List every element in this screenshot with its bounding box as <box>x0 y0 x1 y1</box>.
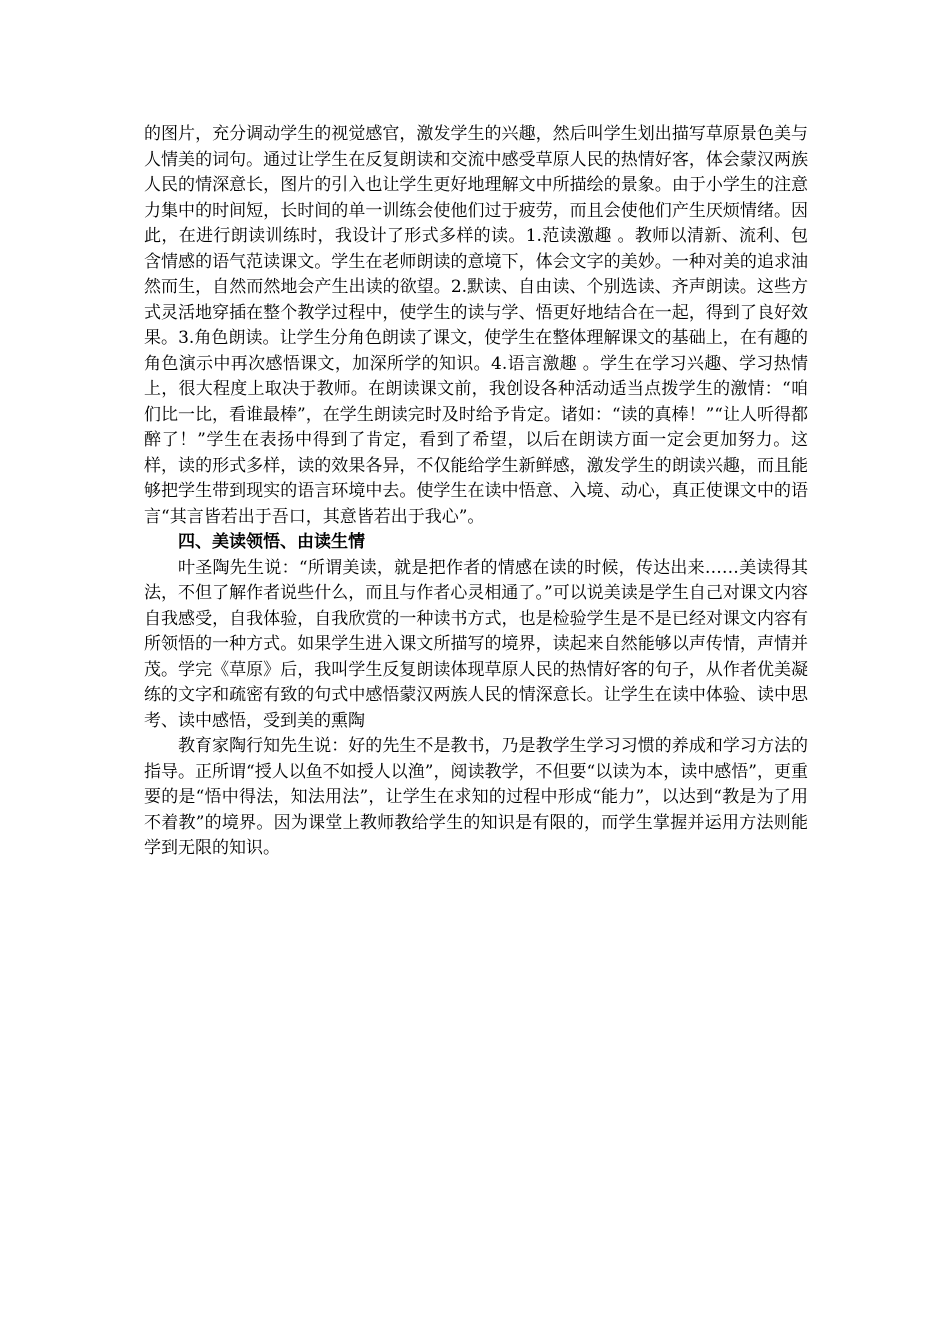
paragraph-tao-xingzhi: 教育家陶行知先生说：好的先生不是教书，乃是教学生学习习惯的养成和学习方法的指导。正所谓“授人以鱼不如授人以渔”，阅读教学，不但要“以读为本，读中感悟”，更重要的是“悟中得法，知法用法”，让学生在求知的过程中形成“能力”，以达到“教是为了用不着教”的境界。因为课堂上教师教给学生的知识是有限的，而学生掌握并运用方法则能学到无限的知识。 <box>144 736 808 858</box>
paragraph-reading-methods: 的图片，充分调动学生的视觉感官，激发学生的兴趣，然后叫学生划出描写草原景色美与人情美的词句。通过让学生在反复朗读和交流中感受草原人民的热情好客，体会蒙汉两族人民的情深意长，图片的引入也让学生更好地理解文中所描绘的景象。由于小学生的注意力集中的时间短，长时间的单一训练会使他们过于疲劳，而且会使他们产生厌烦情绪。因此，在进行朗读训练时，我设计了形式多样的读。1.范读激趣 。教师以清新、流利、包含情感的语气范读课文。学生在老师朗读的意境下，体会文字的美妙。一种对美的追求油然而生，自然而然地会产生出读的欲望。2.默读、自由读、个别选读、齐声朗读。这些方式灵活地穿插在整个教学过程中，使学生的读与学、悟更好地结合在一起，得到了良好效果。3.角色朗读。让学生分角色朗读了课文，使学生在整体理解课文的基础上，在有趣的角色演示中再次感悟课文，加深所学的知识。4.语言激趣 。学生在学习兴趣、学习热情上，很大程度上取决于教师。在朗读课文前，我创设各种活动适当点拨学生的激情：“咱们比一比，看谁最棒”，在学生朗读完时及时给予肯定。诸如：“读的真棒！”“让人听得都醉了！”学生在表扬中得到了肯定，看到了希望，以后在朗读方面一定会更加努力。这样，读的形式多样，读的效果各异，不仅能给学生新鲜感，激发学生的朗读兴趣，而且能够把学生带到现实的语言环境中去。使学生在读中悟意、入境、动心，真正使课文中的语言“其言皆若出于吾口，其意皆若出于我心”。 <box>144 124 808 527</box>
paragraph-beautiful-reading: 叶圣陶先生说：“所谓美读，就是把作者的情感在读的时候，传达出来……美读得其法，不但了解作者说些什么，而且与作者心灵相通了。”可以说美读是学生自己对课文内容自我感受，自我体验，自我欣赏的一种读书方式，也是检验学生是不是已经对课文内容有所领悟的一种方式。如果学生进入课文所描写的境界，读起来自然能够以声传情，声情并茂。学完《草原》后，我叫学生反复朗读体现草原人民的热情好客的句子，从作者优美凝练的文字和疏密有致的句式中感悟蒙汉两族人民的情深意长。让学生在读中体验、读中思考、读中感悟，受到美的熏陶 <box>144 557 808 731</box>
section-heading: 四、美读领悟、由读生情 <box>178 532 365 552</box>
document-page <box>144 122 808 862</box>
